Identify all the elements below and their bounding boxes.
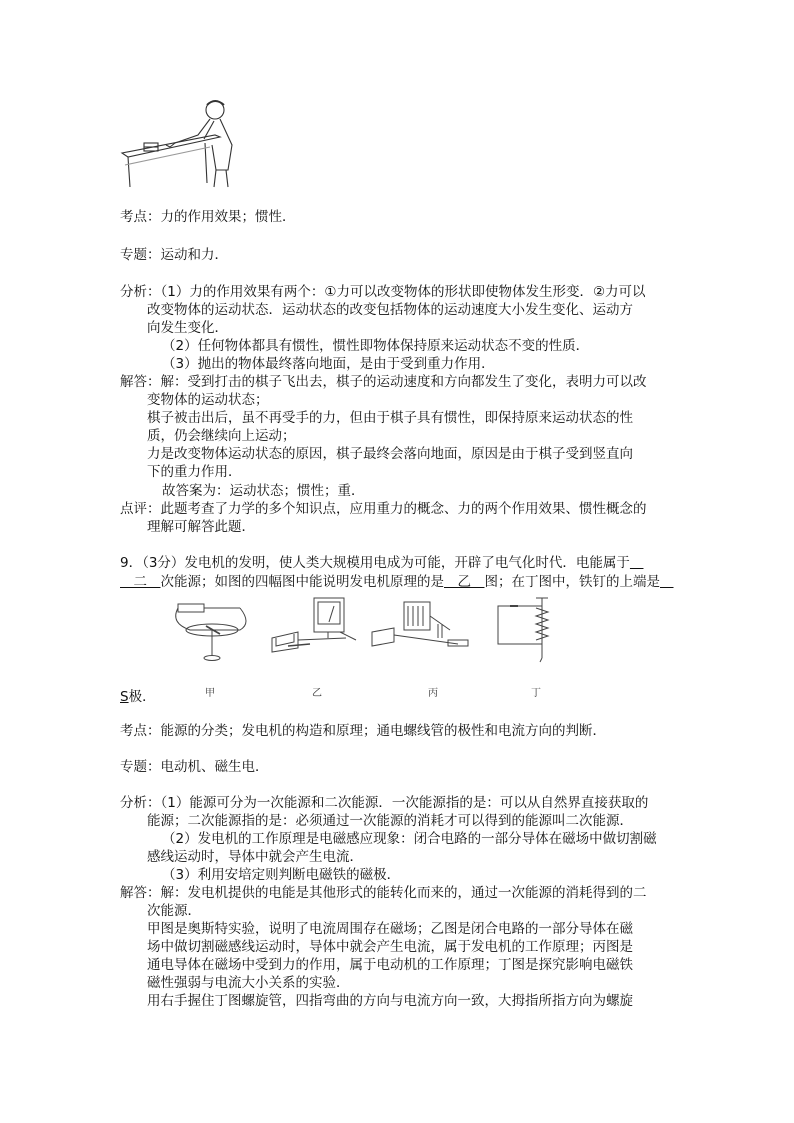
q9-stem-line-2 bbox=[120, 573, 674, 591]
figure-label-ding: 丁 bbox=[531, 688, 541, 699]
q9-blank-1-start: ＿ bbox=[629, 555, 644, 571]
figure-jia-oersted bbox=[170, 598, 255, 668]
q9-kaodian: 考点：能源的分类；发电机的构造和原理；通电螺线管的极性和电流方向的判断． bbox=[120, 723, 606, 739]
q8-jieda-line: 解答：解：受到打击的棋子飞出去，棋子的运动速度和方向都发生了变化，表明力可以改 bbox=[120, 374, 647, 390]
q8-jieda-line: 质，仍会继续向上运动； bbox=[147, 428, 296, 444]
q8-fenxi-line: （3）抛出的物体最终落向地面，是由于受到重力作用． bbox=[162, 356, 495, 372]
q8-dianping-line: 理解可解答此题． bbox=[147, 519, 255, 535]
q9-stem-text: 9．（3分）发电机的发明，使人类大规模用电成为可能，开辟了电气化时代．电能属于 bbox=[120, 555, 630, 571]
figure-label-yi: 乙 bbox=[312, 688, 322, 699]
q9-fenxi-line: 感线运动时，导体中就会产生电流． bbox=[147, 849, 363, 865]
q8-fenxi-line: 向发生变化． bbox=[147, 320, 228, 336]
q9-fenxi-line: （2）发电机的工作原理是电磁感应现象：闭合电路的一部分导体在磁场中做切割磁 bbox=[162, 831, 657, 847]
q9-answer-1: ＿二＿ bbox=[120, 574, 161, 590]
q9-jieda-line: 甲图是奥斯特实验，说明了电流周围存在磁场；乙图是闭合电路的一部分导体在磁 bbox=[147, 921, 633, 937]
figure-bing-motor bbox=[368, 594, 478, 669]
q8-jieda-line: 下的重力作用． bbox=[147, 464, 242, 480]
figure-label-bing: 丙 bbox=[428, 688, 438, 699]
q9-answer-2: ＿乙＿ bbox=[444, 574, 485, 590]
figure-yi-generator bbox=[268, 594, 363, 669]
q8-answer-line: 故答案为：运动状态；惯性；重． bbox=[162, 483, 365, 499]
q8-fenxi-line: 分析：（1）力的作用效果有两个：①力可以改变物体的形状即使物体发生形变．②力可以 bbox=[120, 284, 646, 300]
q9-stem-text: 极． bbox=[128, 689, 156, 705]
q8-jieda-line: 力是改变物体运动状态的原因，棋子最终会落向地面，原因是由于棋子受到竖直向 bbox=[147, 446, 633, 462]
q9-jieda-line: 次能源． bbox=[147, 903, 201, 919]
q9-stem-line-1 bbox=[120, 554, 643, 572]
q8-fenxi-line: 改变物体的运动状态．运动状态的改变包括物体的运动速度大小发生变化、运动方 bbox=[147, 302, 633, 318]
q9-blank-3-start: ＿ bbox=[660, 574, 674, 590]
q9-fenxi-line: （3）利用安培定则判断电磁铁的磁极． bbox=[162, 867, 401, 883]
q9-jieda-line: 磁性强弱与电流大小关系的实验． bbox=[147, 975, 350, 991]
q9-answer-3: S bbox=[120, 689, 129, 705]
q8-dianping-line: 点评：此题考查了力学的多个知识点，应用重力的概念、力的两个作用效果、惯性概念的 bbox=[120, 501, 647, 517]
q9-fenxi-line: 能源；二次能源指的是：必须通过一次能源的消耗才可以得到的能源叫二次能源． bbox=[147, 813, 633, 829]
q9-stem-text: 次能源；如图的四幅图中能说明发电机原理的是 bbox=[160, 574, 444, 590]
q8-kaodian: 考点：力的作用效果；惯性． bbox=[120, 209, 296, 225]
figure-label-jia: 甲 bbox=[205, 688, 215, 699]
q9-jieda-line: 用右手握住丁图螺旋管，四指弯曲的方向与电流方向一致，大拇指所指方向为螺旋 bbox=[147, 993, 633, 1009]
person-striking-chess-figure bbox=[120, 95, 240, 190]
q9-stem-text: 图；在丁图中，铁钉的上端是 bbox=[484, 574, 660, 590]
q9-fenxi-line: 分析：（1）能源可分为一次能源和二次能源．一次能源指的是：可以从自然界直接获取的 bbox=[120, 795, 649, 811]
q8-jieda-line: 棋子被击出后，虽不再受手的力，但由于棋子具有惯性，即保持原来运动状态的性 bbox=[147, 410, 633, 426]
q8-jieda-line: 变物体的运动状态； bbox=[147, 392, 269, 408]
q9-zhuanti: 专题：电动机、磁生电． bbox=[120, 759, 269, 775]
q9-jieda-line: 解答：解：发电机提供的电能是其他形式的能转化而来的，通过一次能源的消耗得到的二 bbox=[120, 885, 647, 901]
q9-stem-line-3 bbox=[120, 688, 156, 706]
figure-ding-electromagnet bbox=[490, 592, 570, 667]
q8-zhuanti: 专题：运动和力． bbox=[120, 247, 228, 263]
q9-jieda-line: 场中做切割磁感线运动时，导体中就会产生电流，属于发电机的工作原理；丙图是 bbox=[147, 939, 633, 955]
q8-fenxi-line: （2）任何物体都具有惯性，惯性即物体保持原来运动状态不变的性质． bbox=[162, 338, 590, 354]
q9-jieda-line: 通电导体在磁场中受到力的作用，属于电动机的工作原理；丁图是探究影响电磁铁 bbox=[147, 957, 633, 973]
